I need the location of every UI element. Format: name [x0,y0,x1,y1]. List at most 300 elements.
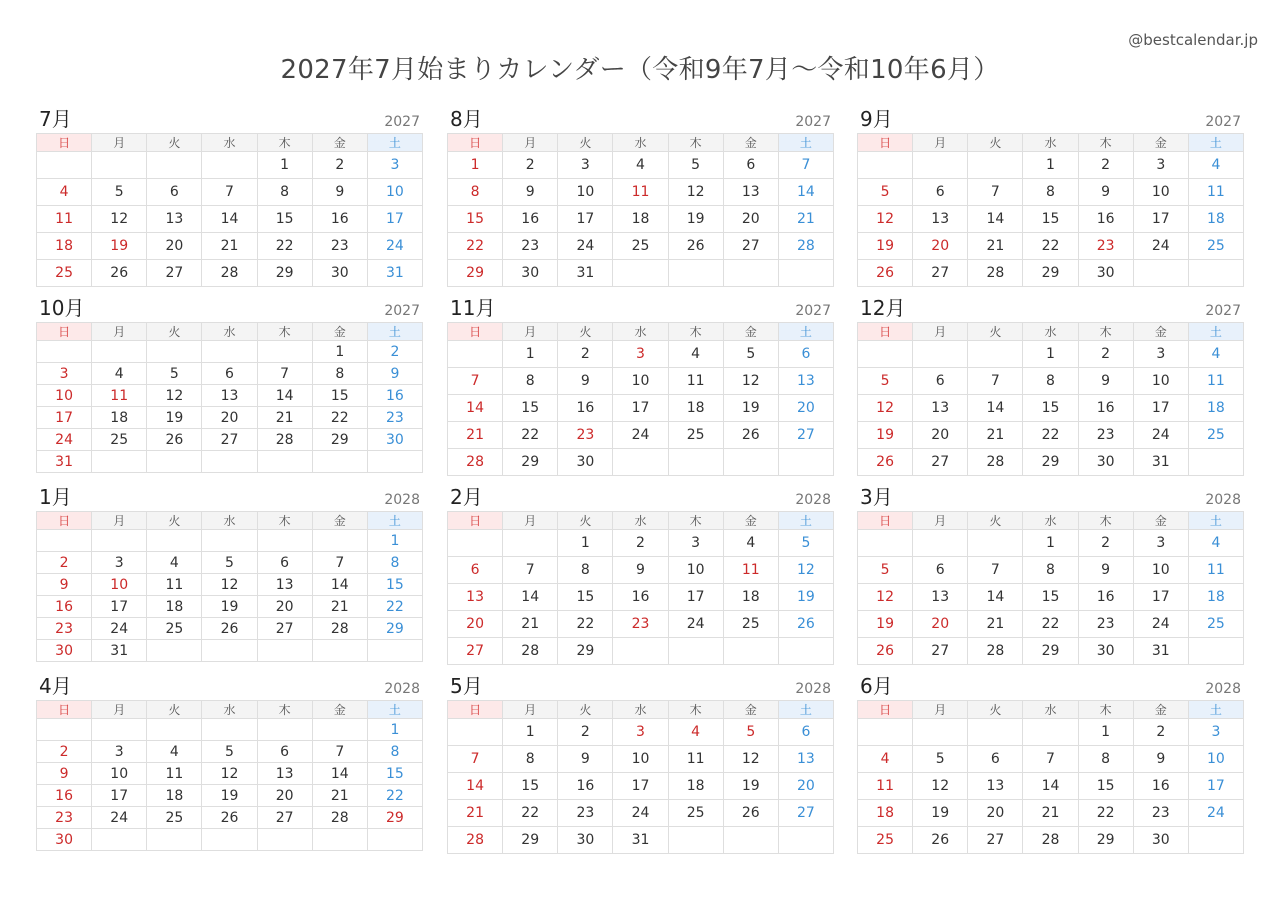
empty-day-cell [613,449,668,476]
day-cell: 27 [202,429,257,451]
day-cell: 1 [367,719,422,741]
week-row [37,152,423,179]
day-cell: 25 [1188,611,1243,638]
day-cell: 19 [202,596,257,618]
month-table [36,511,423,662]
weekday-label: 土 [1188,701,1243,719]
week-row [448,746,834,773]
weekday-label: 月 [92,701,147,719]
day-cell: 13 [257,574,312,596]
month-name: 5月 [450,674,483,698]
weekday-label: 月 [503,323,558,341]
day-cell: 24 [668,611,723,638]
day-cell: 12 [202,574,257,596]
day-cell: 14 [448,773,503,800]
weekday-label: 日 [448,512,503,530]
weekday-label: 月 [913,512,968,530]
week-row [448,584,834,611]
week-row [448,368,834,395]
empty-day-cell [913,152,968,179]
week-row [448,773,834,800]
week-row [37,206,423,233]
empty-day-cell [503,530,558,557]
day-cell: 5 [858,557,913,584]
month-calendar [447,675,834,854]
weekday-label: 金 [723,134,778,152]
day-cell: 20 [778,773,833,800]
weekday-label: 木 [668,323,723,341]
month-header [36,486,423,511]
weekday-label: 金 [312,134,367,152]
day-cell: 21 [968,422,1023,449]
weekday-label: 日 [37,134,92,152]
weekday-label: 火 [968,134,1023,152]
empty-day-cell [257,530,312,552]
weekday-label: 木 [257,512,312,530]
day-cell: 21 [968,611,1023,638]
day-cell: 29 [312,429,367,451]
weekday-label: 水 [202,512,257,530]
day-cell: 5 [723,341,778,368]
day-cell: 13 [202,385,257,407]
week-row [858,746,1244,773]
weekday-label: 土 [1188,323,1243,341]
day-cell: 29 [503,449,558,476]
month-year: 2028 [1205,681,1241,697]
day-cell: 20 [257,785,312,807]
day-cell: 28 [1023,827,1078,854]
day-cell: 7 [778,152,833,179]
empty-day-cell [668,260,723,287]
day-cell: 1 [312,341,367,363]
day-cell: 24 [367,233,422,260]
day-cell: 19 [92,233,147,260]
weekday-label: 火 [147,701,202,719]
weekday-label: 水 [613,512,668,530]
month-calendar [36,108,423,287]
weekday-header-row [448,512,834,530]
month-calendar [447,486,834,665]
day-cell: 27 [257,618,312,640]
week-row [37,363,423,385]
day-cell: 10 [1188,746,1243,773]
weekday-label: 日 [37,512,92,530]
day-cell: 2 [312,152,367,179]
month-table [447,133,834,287]
empty-day-cell [37,152,92,179]
day-cell: 3 [613,719,668,746]
empty-day-cell [778,638,833,665]
day-cell: 3 [1133,152,1188,179]
week-row [858,449,1244,476]
day-cell: 24 [92,618,147,640]
empty-day-cell [37,719,92,741]
month-calendar [36,486,423,662]
day-cell: 8 [312,363,367,385]
empty-day-cell [668,638,723,665]
day-cell: 12 [723,368,778,395]
day-cell: 21 [503,611,558,638]
month-table [36,133,423,287]
week-row [448,827,834,854]
day-cell: 21 [448,800,503,827]
day-cell: 5 [723,719,778,746]
weekday-label: 火 [558,701,613,719]
day-cell: 25 [723,611,778,638]
day-cell: 9 [503,179,558,206]
day-cell: 25 [668,800,723,827]
week-row [448,422,834,449]
empty-day-cell [37,341,92,363]
day-cell: 11 [147,763,202,785]
day-cell: 29 [448,260,503,287]
day-cell: 4 [723,530,778,557]
day-cell: 2 [37,741,92,763]
empty-day-cell [913,719,968,746]
weekday-label: 水 [202,701,257,719]
day-cell: 22 [1023,611,1078,638]
day-cell: 21 [778,206,833,233]
day-cell: 10 [1133,179,1188,206]
weekday-label: 月 [92,134,147,152]
weekday-label: 木 [1078,512,1133,530]
weekday-header-row [37,512,423,530]
day-cell: 3 [367,152,422,179]
day-cell: 30 [1133,827,1188,854]
empty-day-cell [202,341,257,363]
day-cell: 21 [312,596,367,618]
day-cell: 28 [312,618,367,640]
weekday-label: 金 [1133,134,1188,152]
day-cell: 23 [558,422,613,449]
weekday-header-row [37,701,423,719]
week-row [37,552,423,574]
week-row [37,385,423,407]
empty-day-cell [92,530,147,552]
month-calendar [857,486,1244,665]
day-cell: 9 [367,363,422,385]
day-cell: 2 [1078,152,1133,179]
day-cell: 5 [147,363,202,385]
day-cell: 18 [147,596,202,618]
day-cell: 23 [367,407,422,429]
day-cell: 30 [503,260,558,287]
day-cell: 4 [668,719,723,746]
weekday-label: 日 [448,323,503,341]
day-cell: 13 [778,746,833,773]
week-row [448,152,834,179]
day-cell: 11 [92,385,147,407]
week-row [37,407,423,429]
month-table [36,700,423,851]
day-cell: 6 [723,152,778,179]
day-cell: 11 [668,368,723,395]
weekday-label: 土 [1188,512,1243,530]
day-cell: 20 [913,422,968,449]
day-cell: 25 [858,827,913,854]
week-row [858,341,1244,368]
empty-day-cell [858,530,913,557]
weekday-label: 火 [558,323,613,341]
day-cell: 14 [503,584,558,611]
day-cell: 30 [1078,449,1133,476]
month-name: 2月 [450,485,483,509]
day-cell: 29 [1023,449,1078,476]
day-cell: 3 [37,363,92,385]
day-cell: 19 [858,233,913,260]
week-row [858,152,1244,179]
day-cell: 26 [92,260,147,287]
weekday-label: 火 [968,701,1023,719]
day-cell: 19 [778,584,833,611]
empty-day-cell [147,640,202,662]
day-cell: 1 [367,530,422,552]
empty-day-cell [367,829,422,851]
day-cell: 24 [1133,611,1188,638]
weekday-label: 日 [858,323,913,341]
day-cell: 10 [613,746,668,773]
month-year: 2028 [795,681,831,697]
day-cell: 5 [778,530,833,557]
empty-day-cell [367,640,422,662]
day-cell: 23 [37,618,92,640]
day-cell: 26 [668,233,723,260]
day-cell: 18 [613,206,668,233]
day-cell: 29 [367,807,422,829]
day-cell: 11 [858,773,913,800]
day-cell: 8 [558,557,613,584]
day-cell: 24 [613,800,668,827]
weekday-label: 木 [257,323,312,341]
empty-day-cell [147,152,202,179]
day-cell: 16 [1078,395,1133,422]
day-cell: 15 [367,763,422,785]
weekday-header-row [858,512,1244,530]
week-row [858,368,1244,395]
day-cell: 27 [913,449,968,476]
day-cell: 13 [913,206,968,233]
day-cell: 2 [613,530,668,557]
month-table [857,511,1244,665]
empty-day-cell [613,260,668,287]
day-cell: 17 [1133,206,1188,233]
day-cell: 6 [257,741,312,763]
day-cell: 2 [1078,530,1133,557]
day-cell: 25 [1188,422,1243,449]
day-cell: 23 [503,233,558,260]
day-cell: 27 [778,422,833,449]
empty-day-cell [613,638,668,665]
day-cell: 17 [37,407,92,429]
day-cell: 29 [1023,638,1078,665]
month-year: 2027 [795,114,831,130]
day-cell: 28 [312,807,367,829]
week-row [448,638,834,665]
day-cell: 27 [968,827,1023,854]
day-cell: 26 [858,260,913,287]
day-cell: 2 [558,719,613,746]
empty-day-cell [1188,638,1243,665]
week-row [448,395,834,422]
empty-day-cell [1133,260,1188,287]
day-cell: 20 [448,611,503,638]
day-cell: 7 [448,368,503,395]
day-cell: 18 [668,395,723,422]
day-cell: 29 [257,260,312,287]
month-table [857,700,1244,854]
empty-day-cell [202,640,257,662]
day-cell: 18 [858,800,913,827]
day-cell: 16 [1078,584,1133,611]
day-cell: 26 [778,611,833,638]
day-cell: 5 [858,179,913,206]
empty-day-cell [448,530,503,557]
day-cell: 22 [503,800,558,827]
day-cell: 1 [558,530,613,557]
empty-day-cell [147,829,202,851]
week-row [37,530,423,552]
empty-day-cell [448,719,503,746]
day-cell: 12 [913,773,968,800]
day-cell: 4 [1188,530,1243,557]
empty-day-cell [968,719,1023,746]
week-row [448,719,834,746]
empty-day-cell [147,341,202,363]
day-cell: 12 [202,763,257,785]
day-cell: 10 [92,574,147,596]
empty-day-cell [37,530,92,552]
week-row [37,341,423,363]
weekday-label: 月 [913,701,968,719]
day-cell: 30 [312,260,367,287]
day-cell: 22 [312,407,367,429]
week-row [37,807,423,829]
empty-day-cell [147,719,202,741]
day-cell: 4 [147,741,202,763]
day-cell: 21 [202,233,257,260]
day-cell: 10 [92,763,147,785]
day-cell: 16 [558,773,613,800]
day-cell: 14 [968,206,1023,233]
day-cell: 17 [558,206,613,233]
day-cell: 11 [147,574,202,596]
day-cell: 11 [1188,179,1243,206]
empty-day-cell [723,449,778,476]
week-row [448,233,834,260]
day-cell: 9 [613,557,668,584]
month-calendar [447,108,834,287]
day-cell: 28 [968,449,1023,476]
month-name: 9月 [860,107,893,131]
month-header [447,486,834,511]
day-cell: 17 [92,785,147,807]
weekday-label: 日 [448,701,503,719]
day-cell: 10 [1133,368,1188,395]
empty-day-cell [257,341,312,363]
month-table [447,511,834,665]
day-cell: 29 [503,827,558,854]
empty-day-cell [968,152,1023,179]
day-cell: 4 [1188,341,1243,368]
month-year: 2027 [384,114,420,130]
weekday-label: 水 [202,134,257,152]
weekday-label: 木 [668,134,723,152]
day-cell: 5 [668,152,723,179]
day-cell: 15 [1078,773,1133,800]
day-cell: 11 [37,206,92,233]
day-cell: 24 [558,233,613,260]
weekday-label: 木 [668,512,723,530]
empty-day-cell [202,152,257,179]
day-cell: 17 [613,395,668,422]
day-cell: 28 [968,638,1023,665]
day-cell: 29 [1023,260,1078,287]
day-cell: 4 [858,746,913,773]
day-cell: 9 [37,574,92,596]
day-cell: 7 [1023,746,1078,773]
weekday-label: 水 [613,323,668,341]
day-cell: 18 [1188,206,1243,233]
day-cell: 19 [858,611,913,638]
empty-day-cell [778,827,833,854]
weekday-label: 木 [257,134,312,152]
day-cell: 14 [257,385,312,407]
week-row [858,773,1244,800]
day-cell: 28 [448,827,503,854]
day-cell: 23 [613,611,668,638]
day-cell: 24 [37,429,92,451]
day-cell: 21 [257,407,312,429]
day-cell: 16 [503,206,558,233]
day-cell: 29 [558,638,613,665]
month-name: 12月 [860,296,906,320]
day-cell: 1 [257,152,312,179]
empty-day-cell [257,451,312,473]
empty-day-cell [668,827,723,854]
month-year: 2028 [384,492,420,508]
week-row [37,829,423,851]
day-cell: 19 [723,773,778,800]
weekday-label: 金 [723,323,778,341]
day-cell: 9 [37,763,92,785]
month-header [857,108,1244,133]
week-row [858,584,1244,611]
day-cell: 12 [668,179,723,206]
day-cell: 25 [92,429,147,451]
day-cell: 18 [1188,395,1243,422]
day-cell: 3 [668,530,723,557]
month-name: 10月 [39,296,85,320]
day-cell: 20 [913,611,968,638]
day-cell: 28 [448,449,503,476]
week-row [858,611,1244,638]
month-calendar [36,675,423,851]
day-cell: 10 [1133,557,1188,584]
day-cell: 21 [968,233,1023,260]
day-cell: 8 [367,552,422,574]
week-row [37,179,423,206]
day-cell: 16 [613,584,668,611]
empty-day-cell [668,449,723,476]
day-cell: 7 [968,368,1023,395]
day-cell: 6 [913,557,968,584]
day-cell: 9 [1078,368,1133,395]
day-cell: 7 [448,746,503,773]
day-cell: 8 [257,179,312,206]
day-cell: 27 [257,807,312,829]
weekday-label: 火 [968,323,1023,341]
day-cell: 8 [367,741,422,763]
